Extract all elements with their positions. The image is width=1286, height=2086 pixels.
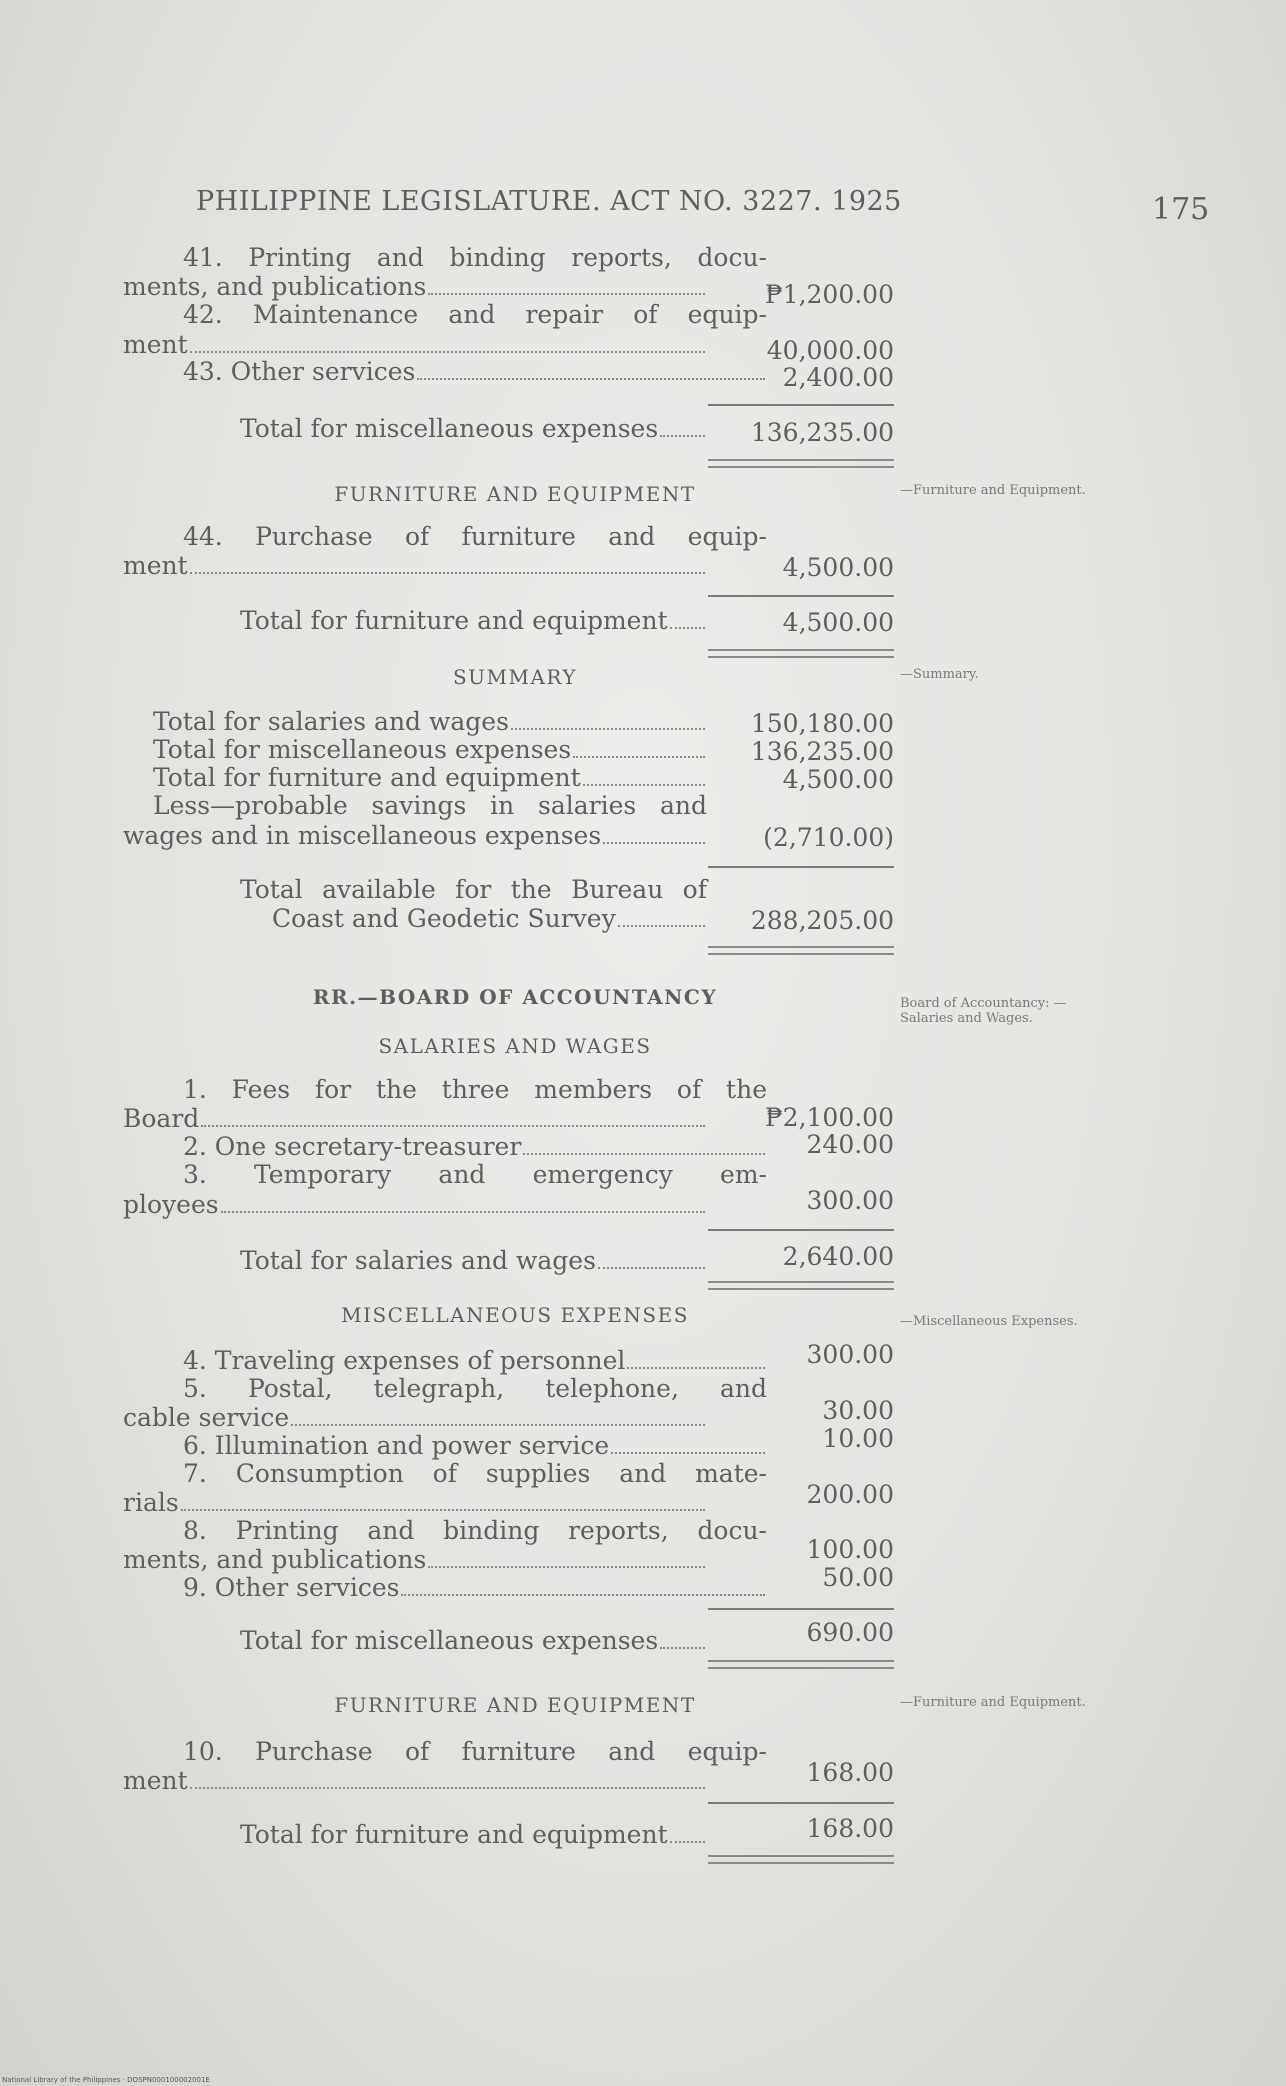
item-44-line1: 44. Purchase of furniture and equip- <box>183 522 767 551</box>
subtotal-rule <box>708 1229 894 1231</box>
item-41-line2: ments, and publications <box>123 272 707 302</box>
total-furniture-amount: 4,500.00 <box>782 608 894 637</box>
item-4: 4. Traveling expenses of personnel <box>123 1346 767 1376</box>
summary-salaries: Total for salaries and wages <box>153 707 707 737</box>
item-41-line1: 41. Printing and binding reports, docu- <box>183 243 767 272</box>
total-double-rule <box>708 1660 894 1669</box>
item-8-amount: 100.00 <box>806 1535 894 1564</box>
summary-furniture: Total for furniture and equipment <box>153 763 707 793</box>
summary-heading: SUMMARY <box>452 665 578 689</box>
board-salaries-heading: SALARIES AND WAGES <box>378 1034 652 1058</box>
item-42-line1: 42. Maintenance and repair of equip- <box>183 300 767 329</box>
item-4-amount: 300.00 <box>806 1340 894 1369</box>
item-42-line2: ment <box>123 330 707 360</box>
total-double-rule <box>708 1855 894 1864</box>
item-3-line1: 3. Temporary and emergency em- <box>183 1160 767 1189</box>
item-10-line2: ment <box>123 1766 707 1796</box>
item-9: 9. Other services <box>123 1573 767 1603</box>
summary-salaries-amount: 150,180.00 <box>750 709 894 738</box>
total-salaries-amount: 2,640.00 <box>782 1242 894 1271</box>
item-41-amount: ₱1,200.00 <box>765 280 894 309</box>
item-7-amount: 200.00 <box>806 1480 894 1509</box>
total-available-line1: Total available for the Bureau of <box>240 875 707 904</box>
total-available-line2: Coast and Geodetic Survey <box>272 904 707 934</box>
item-1-line1: 1. Fees for the three members of the <box>183 1075 767 1104</box>
item-43: 43. Other services <box>123 357 767 387</box>
summary-misc: Total for miscellaneous expenses <box>153 735 707 765</box>
item-5-line2: cable service <box>123 1403 707 1433</box>
total-furniture2-amount: 168.00 <box>806 1814 894 1843</box>
total-double-rule <box>708 459 894 468</box>
item-43-amount: 2,400.00 <box>782 363 894 392</box>
summary-savings-line1: Less—probable savings in salaries and <box>153 791 707 820</box>
total-misc-amount: 136,235.00 <box>750 418 894 447</box>
item-2: 2. One secretary-treasurer <box>123 1132 767 1162</box>
total-misc2-amount: 690.00 <box>806 1618 894 1647</box>
item-9-amount: 50.00 <box>822 1563 894 1592</box>
item-8-line1: 8. Printing and binding reports, docu- <box>183 1516 767 1545</box>
furniture2-heading: FURNITURE AND EQUIPMENT <box>334 1693 696 1717</box>
item-1-amount: ₱2,100.00 <box>765 1103 894 1132</box>
item-5-line1: 5. Postal, telegraph, telephone, and <box>183 1374 767 1403</box>
item-7-line1: 7. Consumption of supplies and mate- <box>183 1459 767 1488</box>
item-44-line2: ment <box>123 551 707 581</box>
board-heading: RR.—BOARD OF ACCOUNTANCY <box>312 985 718 1009</box>
total-double-rule <box>708 1281 894 1290</box>
item-3-line2: ployees <box>123 1190 707 1220</box>
subtotal-rule <box>708 866 894 868</box>
total-double-rule <box>708 649 894 658</box>
item-8-line2: ments, and publications <box>123 1545 707 1575</box>
margin-note-summary: —Summary. <box>900 667 979 682</box>
furniture-heading: FURNITURE AND EQUIPMENT <box>334 482 696 506</box>
misc-heading: MISCELLANEOUS EXPENSES <box>341 1303 689 1327</box>
summary-misc-amount: 136,235.00 <box>750 737 894 766</box>
total-available-amount: 288,205.00 <box>750 906 894 935</box>
item-42-amount: 40,000.00 <box>766 336 894 365</box>
item-6: 6. Illumination and power service <box>123 1431 767 1461</box>
item-3-amount: 300.00 <box>806 1186 894 1215</box>
item-1-line2: Board <box>123 1104 707 1134</box>
item-10-amount: 168.00 <box>806 1758 894 1787</box>
subtotal-rule <box>708 1608 894 1610</box>
summary-savings-amount: (2,710.00) <box>763 823 894 852</box>
item-5-amount: 30.00 <box>822 1396 894 1425</box>
item-7-line2: rials <box>123 1488 707 1518</box>
total-furniture-label: Total for furniture and equipment <box>240 606 707 636</box>
item-2-amount: 240.00 <box>806 1130 894 1159</box>
total-misc2-label: Total for miscellaneous expenses <box>240 1626 707 1656</box>
item-6-amount: 10.00 <box>822 1424 894 1453</box>
total-salaries-label: Total for salaries and wages <box>240 1246 707 1276</box>
subtotal-rule <box>708 404 894 406</box>
margin-note-furniture: —Furniture and Equipment. <box>900 483 1086 498</box>
margin-note-furniture2: —Furniture and Equipment. <box>900 1695 1086 1710</box>
summary-savings-line2: wages and in miscellaneous expenses <box>123 821 707 851</box>
subtotal-rule <box>708 595 894 597</box>
item-10-line1: 10. Purchase of furniture and equip- <box>183 1737 767 1766</box>
total-double-rule <box>708 946 894 955</box>
subtotal-rule <box>708 1802 894 1804</box>
scan-footer: National Library of the Philippines · DOSPN000100002001E <box>2 2076 210 2084</box>
running-header: PHILIPPINE LEGISLATURE. ACT NO. 3227. 1925 <box>196 186 902 217</box>
total-furniture2-label: Total for furniture and equipment <box>240 1820 707 1850</box>
total-misc-label: Total for miscellaneous expenses <box>240 414 707 444</box>
margin-note-misc: —Miscellaneous Expenses. <box>900 1314 1078 1329</box>
summary-furniture-amount: 4,500.00 <box>782 765 894 794</box>
margin-note-board: Board of Accountancy: —Salaries and Wages. <box>900 996 1067 1026</box>
page-number: 175 <box>1152 192 1210 227</box>
item-44-amount: 4,500.00 <box>782 553 894 582</box>
